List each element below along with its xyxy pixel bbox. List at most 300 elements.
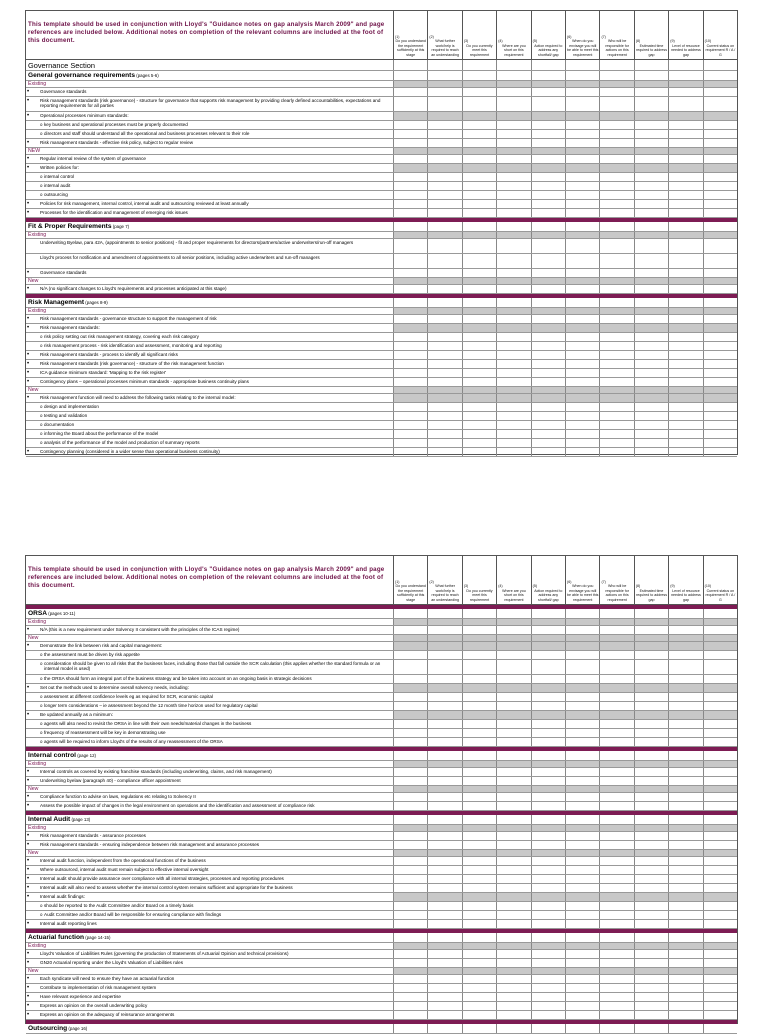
response-cell[interactable]	[462, 97, 496, 111]
response-cell[interactable]	[565, 360, 599, 368]
response-cell[interactable]	[531, 112, 565, 120]
response-cell[interactable]	[531, 626, 565, 634]
response-cell[interactable]	[427, 60, 461, 70]
response-cell[interactable]	[634, 182, 668, 190]
response-cell[interactable]	[668, 933, 702, 942]
response-cell[interactable]	[393, 933, 427, 942]
response-cell[interactable]	[599, 360, 633, 368]
response-cell[interactable]	[565, 155, 599, 163]
response-cell[interactable]	[634, 112, 668, 120]
response-cell[interactable]	[668, 893, 702, 901]
response-cell[interactable]	[427, 298, 461, 307]
response-cell[interactable]	[565, 439, 599, 447]
response-cell[interactable]	[427, 984, 461, 992]
response-cell[interactable]	[703, 893, 737, 901]
response-cell[interactable]	[496, 675, 530, 683]
response-cell[interactable]	[462, 684, 496, 692]
response-cell[interactable]	[427, 884, 461, 892]
response-cell[interactable]	[634, 702, 668, 710]
response-cell[interactable]	[427, 768, 461, 776]
response-cell[interactable]	[565, 121, 599, 129]
response-cell[interactable]	[462, 360, 496, 368]
response-cell[interactable]	[634, 351, 668, 359]
response-cell[interactable]	[427, 729, 461, 737]
response-cell[interactable]	[531, 439, 565, 447]
response-cell[interactable]	[427, 720, 461, 728]
response-cell[interactable]	[393, 155, 427, 163]
response-cell[interactable]	[496, 693, 530, 701]
response-cell[interactable]	[565, 642, 599, 650]
response-cell[interactable]	[496, 738, 530, 746]
response-cell[interactable]	[496, 88, 530, 96]
response-cell[interactable]	[668, 777, 702, 785]
response-cell[interactable]	[668, 155, 702, 163]
response-cell[interactable]	[565, 850, 599, 856]
response-cell[interactable]	[668, 351, 702, 359]
response-cell[interactable]	[599, 148, 633, 154]
response-cell[interactable]	[565, 802, 599, 810]
response-cell[interactable]	[496, 1011, 530, 1019]
response-cell[interactable]	[393, 387, 427, 393]
response-cell[interactable]	[462, 635, 496, 641]
response-cell[interactable]	[634, 720, 668, 728]
response-cell[interactable]	[496, 911, 530, 919]
response-cell[interactable]	[393, 71, 427, 80]
response-cell[interactable]	[668, 950, 702, 958]
response-cell[interactable]	[427, 793, 461, 801]
response-cell[interactable]	[668, 182, 702, 190]
response-cell[interactable]	[565, 222, 599, 231]
response-cell[interactable]	[531, 200, 565, 208]
response-cell[interactable]	[565, 711, 599, 719]
response-cell[interactable]	[599, 324, 633, 332]
response-cell[interactable]	[427, 1011, 461, 1019]
response-cell[interactable]	[703, 651, 737, 659]
response-cell[interactable]	[703, 394, 737, 402]
response-cell[interactable]	[668, 875, 702, 883]
response-cell[interactable]	[496, 825, 530, 831]
response-cell[interactable]	[668, 866, 702, 874]
response-cell[interactable]	[427, 394, 461, 402]
response-cell[interactable]	[634, 421, 668, 429]
response-cell[interactable]	[531, 139, 565, 147]
response-cell[interactable]	[531, 786, 565, 792]
response-cell[interactable]	[668, 815, 702, 824]
response-cell[interactable]	[703, 1002, 737, 1010]
response-cell[interactable]	[462, 841, 496, 849]
response-cell[interactable]	[496, 333, 530, 341]
response-cell[interactable]	[496, 793, 530, 801]
response-cell[interactable]	[496, 642, 530, 650]
response-cell[interactable]	[565, 148, 599, 154]
response-cell[interactable]	[427, 815, 461, 824]
response-cell[interactable]	[427, 333, 461, 341]
response-cell[interactable]	[599, 684, 633, 692]
response-cell[interactable]	[531, 1024, 565, 1033]
response-cell[interactable]	[531, 635, 565, 641]
response-cell[interactable]	[634, 660, 668, 674]
response-cell[interactable]	[668, 635, 702, 641]
response-cell[interactable]	[531, 642, 565, 650]
response-cell[interactable]	[393, 148, 427, 154]
response-cell[interactable]	[703, 139, 737, 147]
response-cell[interactable]	[462, 200, 496, 208]
response-cell[interactable]	[668, 693, 702, 701]
response-cell[interactable]	[427, 635, 461, 641]
response-cell[interactable]	[565, 609, 599, 618]
response-cell[interactable]	[703, 278, 737, 284]
response-cell[interactable]	[565, 298, 599, 307]
response-cell[interactable]	[634, 269, 668, 277]
response-cell[interactable]	[565, 278, 599, 284]
response-cell[interactable]	[393, 324, 427, 332]
response-cell[interactable]	[634, 902, 668, 910]
response-cell[interactable]	[599, 933, 633, 942]
response-cell[interactable]	[393, 802, 427, 810]
response-cell[interactable]	[634, 285, 668, 293]
response-cell[interactable]	[634, 200, 668, 208]
response-cell[interactable]	[531, 751, 565, 760]
response-cell[interactable]	[634, 711, 668, 719]
response-cell[interactable]	[427, 232, 461, 238]
response-cell[interactable]	[427, 191, 461, 199]
response-cell[interactable]	[668, 720, 702, 728]
response-cell[interactable]	[599, 378, 633, 386]
response-cell[interactable]	[427, 278, 461, 284]
response-cell[interactable]	[427, 315, 461, 323]
response-cell[interactable]	[565, 933, 599, 942]
response-cell[interactable]	[599, 841, 633, 849]
response-cell[interactable]	[668, 711, 702, 719]
response-cell[interactable]	[703, 911, 737, 919]
response-cell[interactable]	[634, 920, 668, 928]
response-cell[interactable]	[703, 182, 737, 190]
response-cell[interactable]	[427, 112, 461, 120]
response-cell[interactable]	[427, 342, 461, 350]
response-cell[interactable]	[703, 1011, 737, 1019]
response-cell[interactable]	[393, 1024, 427, 1033]
response-cell[interactable]	[393, 403, 427, 411]
response-cell[interactable]	[496, 975, 530, 983]
response-cell[interactable]	[668, 164, 702, 172]
response-cell[interactable]	[703, 720, 737, 728]
response-cell[interactable]	[565, 793, 599, 801]
response-cell[interactable]	[634, 439, 668, 447]
response-cell[interactable]	[531, 815, 565, 824]
response-cell[interactable]	[462, 832, 496, 840]
response-cell[interactable]	[703, 71, 737, 80]
response-cell[interactable]	[393, 920, 427, 928]
response-cell[interactable]	[462, 761, 496, 767]
response-cell[interactable]	[393, 875, 427, 883]
response-cell[interactable]	[634, 777, 668, 785]
response-cell[interactable]	[634, 943, 668, 949]
response-cell[interactable]	[531, 278, 565, 284]
response-cell[interactable]	[668, 850, 702, 856]
response-cell[interactable]	[531, 254, 565, 268]
response-cell[interactable]	[599, 815, 633, 824]
response-cell[interactable]	[462, 333, 496, 341]
response-cell[interactable]	[427, 1024, 461, 1033]
response-cell[interactable]	[565, 693, 599, 701]
response-cell[interactable]	[703, 984, 737, 992]
response-cell[interactable]	[531, 968, 565, 974]
response-cell[interactable]	[462, 933, 496, 942]
response-cell[interactable]	[599, 191, 633, 199]
response-cell[interactable]	[462, 315, 496, 323]
response-cell[interactable]	[462, 439, 496, 447]
response-cell[interactable]	[634, 173, 668, 181]
response-cell[interactable]	[668, 148, 702, 154]
response-cell[interactable]	[703, 155, 737, 163]
response-cell[interactable]	[427, 959, 461, 967]
response-cell[interactable]	[531, 950, 565, 958]
response-cell[interactable]	[393, 832, 427, 840]
response-cell[interactable]	[427, 121, 461, 129]
response-cell[interactable]	[462, 209, 496, 217]
response-cell[interactable]	[668, 984, 702, 992]
response-cell[interactable]	[393, 635, 427, 641]
response-cell[interactable]	[531, 130, 565, 138]
response-cell[interactable]	[393, 173, 427, 181]
response-cell[interactable]	[703, 902, 737, 910]
response-cell[interactable]	[703, 693, 737, 701]
response-cell[interactable]	[703, 968, 737, 974]
response-cell[interactable]	[462, 191, 496, 199]
response-cell[interactable]	[462, 239, 496, 253]
response-cell[interactable]	[462, 768, 496, 776]
response-cell[interactable]	[427, 324, 461, 332]
response-cell[interactable]	[565, 825, 599, 831]
response-cell[interactable]	[565, 768, 599, 776]
response-cell[interactable]	[668, 298, 702, 307]
response-cell[interactable]	[393, 254, 427, 268]
response-cell[interactable]	[668, 394, 702, 402]
response-cell[interactable]	[703, 254, 737, 268]
response-cell[interactable]	[427, 642, 461, 650]
response-cell[interactable]	[634, 975, 668, 983]
response-cell[interactable]	[703, 191, 737, 199]
response-cell[interactable]	[703, 333, 737, 341]
response-cell[interactable]	[565, 729, 599, 737]
response-cell[interactable]	[668, 825, 702, 831]
response-cell[interactable]	[703, 164, 737, 172]
response-cell[interactable]	[427, 155, 461, 163]
response-cell[interactable]	[531, 209, 565, 217]
response-cell[interactable]	[599, 902, 633, 910]
response-cell[interactable]	[668, 360, 702, 368]
response-cell[interactable]	[565, 200, 599, 208]
response-cell[interactable]	[668, 315, 702, 323]
response-cell[interactable]	[393, 902, 427, 910]
response-cell[interactable]	[703, 200, 737, 208]
response-cell[interactable]	[393, 729, 427, 737]
response-cell[interactable]	[462, 968, 496, 974]
response-cell[interactable]	[496, 182, 530, 190]
response-cell[interactable]	[427, 369, 461, 377]
response-cell[interactable]	[462, 130, 496, 138]
response-cell[interactable]	[393, 222, 427, 231]
response-cell[interactable]	[668, 1002, 702, 1010]
response-cell[interactable]	[565, 378, 599, 386]
response-cell[interactable]	[599, 832, 633, 840]
response-cell[interactable]	[634, 333, 668, 341]
response-cell[interactable]	[668, 60, 702, 70]
response-cell[interactable]	[668, 342, 702, 350]
response-cell[interactable]	[462, 825, 496, 831]
response-cell[interactable]	[496, 430, 530, 438]
response-cell[interactable]	[668, 1011, 702, 1019]
response-cell[interactable]	[599, 619, 633, 625]
response-cell[interactable]	[496, 155, 530, 163]
response-cell[interactable]	[393, 993, 427, 1001]
response-cell[interactable]	[634, 378, 668, 386]
response-cell[interactable]	[496, 920, 530, 928]
response-cell[interactable]	[462, 412, 496, 420]
response-cell[interactable]	[634, 609, 668, 618]
response-cell[interactable]	[634, 342, 668, 350]
response-cell[interactable]	[634, 239, 668, 253]
response-cell[interactable]	[531, 1011, 565, 1019]
response-cell[interactable]	[462, 993, 496, 1001]
response-cell[interactable]	[427, 173, 461, 181]
response-cell[interactable]	[531, 1002, 565, 1010]
response-cell[interactable]	[393, 751, 427, 760]
response-cell[interactable]	[703, 269, 737, 277]
response-cell[interactable]	[565, 660, 599, 674]
response-cell[interactable]	[462, 609, 496, 618]
response-cell[interactable]	[565, 815, 599, 824]
response-cell[interactable]	[496, 269, 530, 277]
response-cell[interactable]	[462, 81, 496, 87]
response-cell[interactable]	[531, 88, 565, 96]
response-cell[interactable]	[462, 121, 496, 129]
response-cell[interactable]	[703, 342, 737, 350]
response-cell[interactable]	[634, 448, 668, 456]
response-cell[interactable]	[703, 711, 737, 719]
response-cell[interactable]	[668, 448, 702, 456]
response-cell[interactable]	[531, 173, 565, 181]
response-cell[interactable]	[427, 222, 461, 231]
response-cell[interactable]	[599, 720, 633, 728]
response-cell[interactable]	[703, 832, 737, 840]
response-cell[interactable]	[565, 950, 599, 958]
response-cell[interactable]	[393, 430, 427, 438]
response-cell[interactable]	[703, 360, 737, 368]
response-cell[interactable]	[565, 254, 599, 268]
response-cell[interactable]	[565, 984, 599, 992]
response-cell[interactable]	[634, 430, 668, 438]
response-cell[interactable]	[496, 421, 530, 429]
response-cell[interactable]	[599, 950, 633, 958]
response-cell[interactable]	[427, 933, 461, 942]
response-cell[interactable]	[496, 626, 530, 634]
response-cell[interactable]	[427, 403, 461, 411]
response-cell[interactable]	[462, 351, 496, 359]
response-cell[interactable]	[427, 738, 461, 746]
response-cell[interactable]	[531, 793, 565, 801]
response-cell[interactable]	[668, 278, 702, 284]
response-cell[interactable]	[531, 884, 565, 892]
response-cell[interactable]	[703, 950, 737, 958]
response-cell[interactable]	[531, 342, 565, 350]
response-cell[interactable]	[703, 421, 737, 429]
response-cell[interactable]	[427, 943, 461, 949]
response-cell[interactable]	[427, 832, 461, 840]
response-cell[interactable]	[668, 857, 702, 865]
response-cell[interactable]	[599, 635, 633, 641]
response-cell[interactable]	[565, 403, 599, 411]
response-cell[interactable]	[703, 993, 737, 1001]
response-cell[interactable]	[462, 60, 496, 70]
response-cell[interactable]	[565, 448, 599, 456]
response-cell[interactable]	[703, 232, 737, 238]
response-cell[interactable]	[703, 660, 737, 674]
response-cell[interactable]	[599, 609, 633, 618]
response-cell[interactable]	[634, 642, 668, 650]
response-cell[interactable]	[393, 81, 427, 87]
response-cell[interactable]	[427, 993, 461, 1001]
response-cell[interactable]	[531, 993, 565, 1001]
response-cell[interactable]	[703, 920, 737, 928]
response-cell[interactable]	[703, 635, 737, 641]
response-cell[interactable]	[599, 308, 633, 314]
response-cell[interactable]	[565, 751, 599, 760]
response-cell[interactable]	[496, 761, 530, 767]
response-cell[interactable]	[565, 684, 599, 692]
response-cell[interactable]	[496, 751, 530, 760]
response-cell[interactable]	[565, 394, 599, 402]
response-cell[interactable]	[599, 164, 633, 172]
response-cell[interactable]	[565, 911, 599, 919]
response-cell[interactable]	[634, 403, 668, 411]
response-cell[interactable]	[427, 875, 461, 883]
response-cell[interactable]	[393, 768, 427, 776]
response-cell[interactable]	[668, 239, 702, 253]
response-cell[interactable]	[703, 97, 737, 111]
response-cell[interactable]	[496, 968, 530, 974]
response-cell[interactable]	[565, 182, 599, 190]
response-cell[interactable]	[565, 738, 599, 746]
response-cell[interactable]	[599, 269, 633, 277]
response-cell[interactable]	[668, 975, 702, 983]
response-cell[interactable]	[393, 777, 427, 785]
response-cell[interactable]	[427, 684, 461, 692]
response-cell[interactable]	[668, 378, 702, 386]
response-cell[interactable]	[427, 920, 461, 928]
response-cell[interactable]	[703, 239, 737, 253]
response-cell[interactable]	[393, 675, 427, 683]
response-cell[interactable]	[393, 968, 427, 974]
response-cell[interactable]	[565, 60, 599, 70]
response-cell[interactable]	[496, 850, 530, 856]
response-cell[interactable]	[462, 651, 496, 659]
response-cell[interactable]	[703, 768, 737, 776]
response-cell[interactable]	[703, 738, 737, 746]
response-cell[interactable]	[462, 751, 496, 760]
response-cell[interactable]	[393, 850, 427, 856]
response-cell[interactable]	[427, 269, 461, 277]
response-cell[interactable]	[668, 387, 702, 393]
response-cell[interactable]	[634, 786, 668, 792]
response-cell[interactable]	[634, 387, 668, 393]
response-cell[interactable]	[427, 209, 461, 217]
response-cell[interactable]	[462, 619, 496, 625]
response-cell[interactable]	[393, 738, 427, 746]
response-cell[interactable]	[634, 191, 668, 199]
response-cell[interactable]	[427, 825, 461, 831]
response-cell[interactable]	[565, 943, 599, 949]
